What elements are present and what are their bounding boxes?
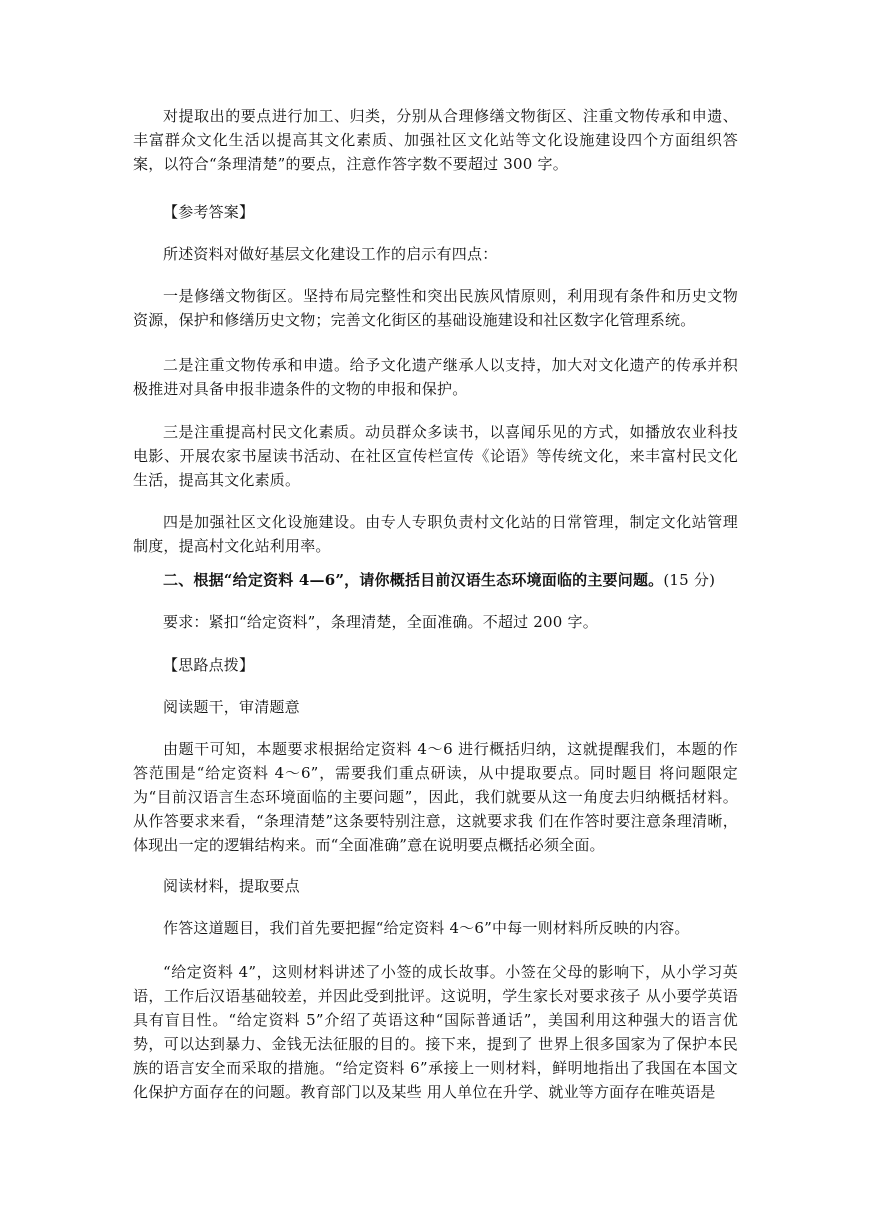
- answer-point-1: 一是修缮文物街区。坚持布局完整性和突出民族风情原则，利用现有条件和历史文物资源，保护和修缮历史文物；完善文化街区的基础设施建设和社区数字化管理系统。: [133, 287, 738, 329]
- question-analysis-paragraph: 由题干可知，本题要求根据给定资料 4～6 进行概括归纳，这就提醒我们，本题的作答范围是“给定资料 4～6”，需要我们重点研读，从中提取要点。同时题目 将问题限定为“目前汉语言生态环境面临的主要问题”，因此，我们就要从这一角度去归纳概括材料。从作答要求来看，“条理清楚”这条要特别注意，这就要求我 们在作答时要注意条理清晰，体现出一定的逻辑结构来。而“全面准确”意在说明要点概括必须全面。: [133, 740, 738, 854]
- step-read-material: 阅读材料，提取要点: [163, 877, 300, 895]
- step-read-question: 阅读题干，审清题意: [163, 698, 300, 716]
- question-2-heading: [133, 568, 738, 592]
- answer-point-2: 二是注重文物传承和申遗。给予文化遗产继承人以支持，加大对文化遗产的传承并积极推进对具备申报非遗条件的文物的申报和保护。: [133, 356, 738, 398]
- answer-lead-paragraph: 所述资料对做好基层文化建设工作的启示有四点：: [163, 245, 498, 263]
- answer-point-4: 四是加强社区文化设施建设。由专人专职负责村文化站的日常管理，制定文化站管理制度，提高村文化站利用率。: [133, 513, 738, 555]
- material-overview-paragraph: 作答这道题目，我们首先要把握“给定资料 4～6”中每一则材料所反映的内容。: [163, 919, 690, 937]
- requirement-paragraph: 要求：紧扣“给定资料”，条理清楚，全面准确。不超过 200 字。: [163, 613, 598, 631]
- answer-point-3: 三是注重提高村民文化素质。动员群众多读书，以喜闻乐见的方式，如播放农业科技电影、开展农家书屋读书活动、在社区宣传栏宣传《论语》等传统文化，来丰富村民文化生活，提高其文化素质。: [133, 423, 738, 489]
- material-analysis-paragraph: “给定资料 4”，这则材料讲述了小签的成长故事。小签在父母的影响下，从小学习英语，工作后汉语基础较差，并因此受到批评。这说明，学生家长对要求孩子 从小要学英语具有盲目性。“给定资料 5”介绍了英语这种“国际普通话”，美国利用这种强大的语言优势，可以达到暴力、金钱无法征服的目的。接下来，提到了 世界上很多国家为了保护本民族的语言安全而采取的措施。“给定资料 6”承接上一则材料，鲜明地指出了我国在本国文化保护方面存在的问题。教育部门以及某些 用人单位在升学、就业等方面存在唯英语是: [133, 963, 738, 1101]
- question-2-score: (15 分): [663, 571, 716, 589]
- reference-answer-heading: 【参考答案】: [163, 203, 255, 221]
- approach-heading: 【思路点拨】: [163, 656, 255, 674]
- intro-paragraph: 对提取出的要点进行加工、归类，分别从合理修缮文物街区、注重文物传承和申遗、丰富群众文化生活以提高其文化素质、加强社区文化站等文化设施建设四个方面组织答案，以符合“条理清楚”的要点，注意作答字数不要超过 300 字。: [133, 107, 738, 173]
- question-2-title: 二、根据“给定资料 4—6”，请你概括目前汉语生态环境面临的主要问题。: [163, 571, 664, 589]
